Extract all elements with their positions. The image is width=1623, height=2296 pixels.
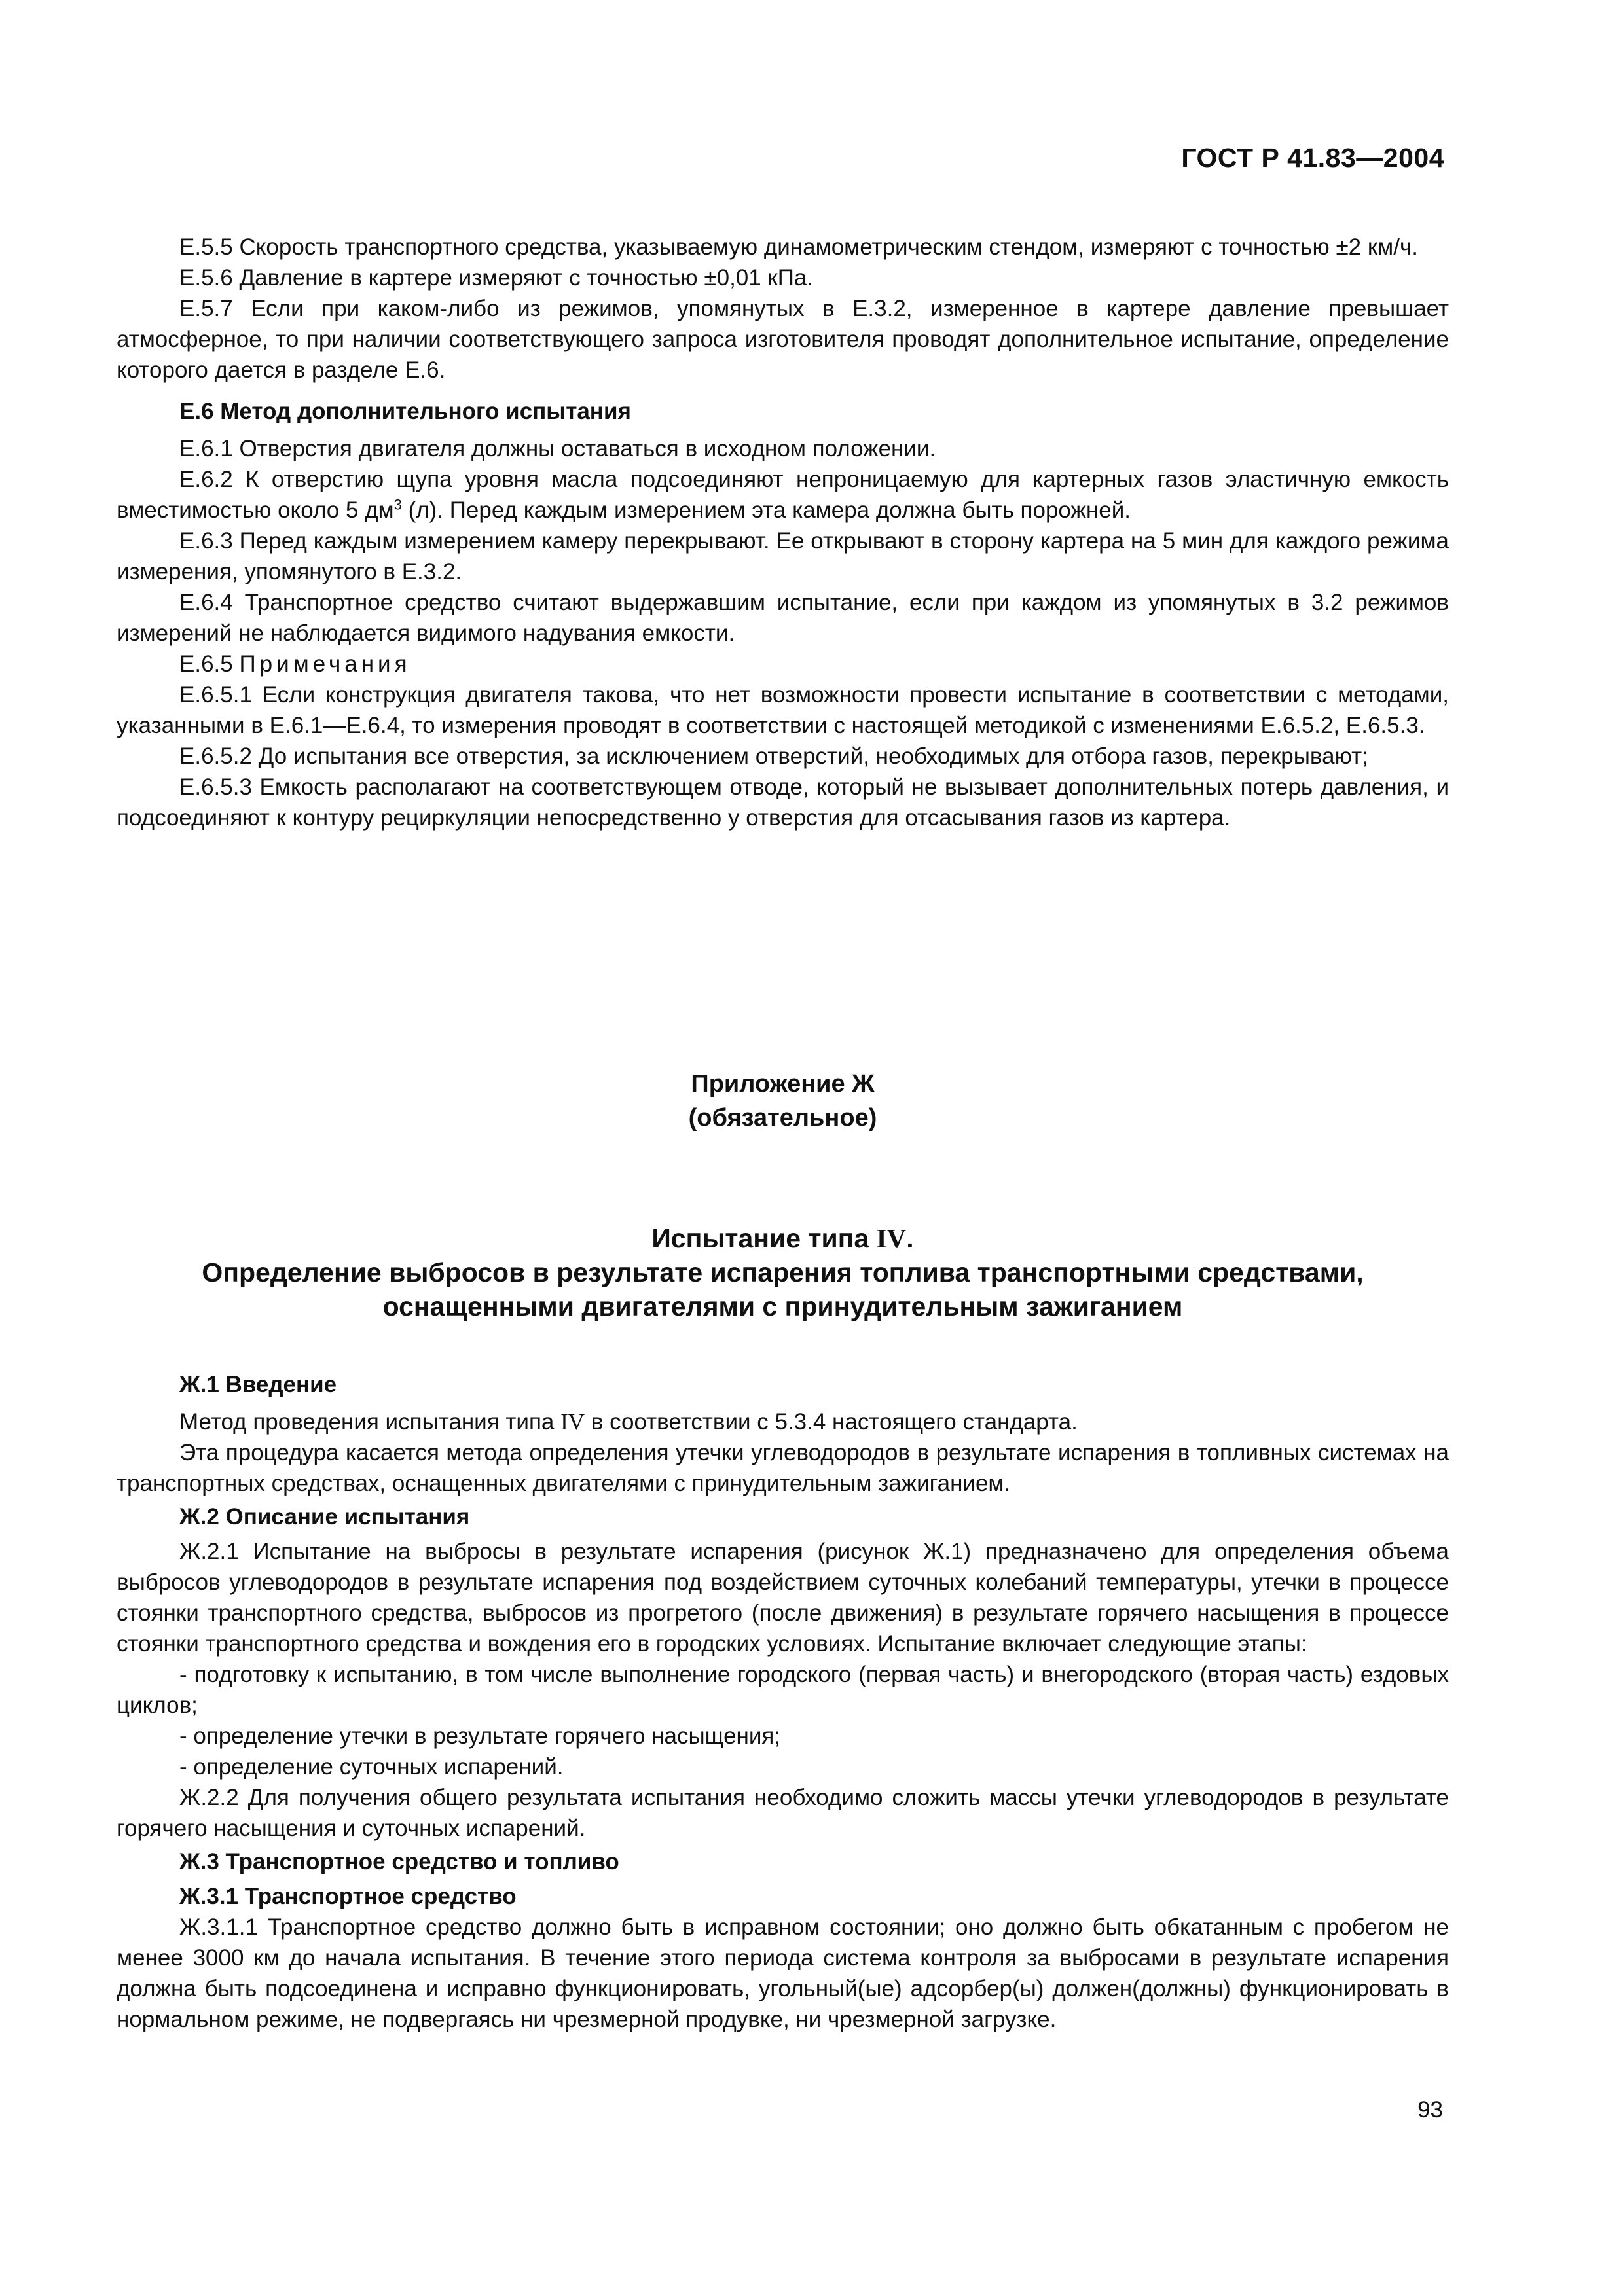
notes-label: Примечания bbox=[239, 651, 411, 677]
heading-zh-1: Ж.1 Введение bbox=[179, 1372, 337, 1397]
list-item-preparation: - подготовку к испытанию, в том числе выполнение городского (первая часть) и внегородского (вторая часть) ездовых циклов; bbox=[117, 1662, 1449, 1718]
paragraph-e-6-5 bbox=[117, 649, 1449, 679]
annex-title-period: . bbox=[906, 1223, 914, 1253]
paragraph-zh-1-b: Эта процедура касается метода определения утечки углеводородов в результате испарения в топливных системах на транспортных средствах, оснащенных двигателями с принудительным зажиганием. bbox=[117, 1440, 1449, 1496]
paragraph-e-6-2 bbox=[117, 464, 1449, 526]
heading-e-6: Е.6 Метод дополнительного испытания bbox=[179, 399, 631, 424]
paragraph-e-5-5: Е.5.5 Скорость транспортного средства, указываемую динамометрическим стендом, измеряют с точностью ±2 км/ч. bbox=[179, 234, 1418, 260]
annex-title bbox=[117, 1221, 1449, 1323]
annex-title-roman-numeral: IV bbox=[876, 1223, 907, 1253]
list-item-hot-soak: - определение утечки в результате горячего насыщения; bbox=[179, 1723, 781, 1749]
paragraph-zh-1-a-text-1: Метод проведения испытания типа bbox=[179, 1409, 561, 1435]
paragraph-e-6-5-number: Е.6.5 bbox=[179, 651, 240, 677]
annex-title-line-3: оснащенными двигателями с принудительным зажиганием bbox=[382, 1291, 1183, 1321]
page-number: 93 bbox=[1417, 2097, 1443, 2123]
annex-title-text: Испытание типа bbox=[651, 1223, 877, 1253]
section-e-continuation bbox=[117, 232, 1449, 833]
paragraph-e-6-3: Е.6.3 Перед каждым измерением камеру перекрывают. Ее открывают в сторону картера на 5 мин для каждого режима измерения, упомянутого в Е.3.2. bbox=[117, 528, 1449, 584]
section-zh-body bbox=[117, 1369, 1449, 2035]
annex-title-line-1 bbox=[117, 1221, 1449, 1255]
paragraph-zh-3-1-1: Ж.3.1.1 Транспортное средство должно быть в исправном состоянии; оно должно быть обкатанным с пробегом не менее 3000 км до начала испытания. В течение этого периода система контроля за выбросами в результате испарения должна быть подсоединена и исправно функционировать, угольный(ые) адсорбер(ы) должен(должны) функционировать в нормальном режиме, не подвергаясь ни чрезмерной продувке, ни чрезмерной загрузке. bbox=[117, 1914, 1449, 2032]
annex-heading bbox=[117, 1067, 1449, 1135]
paragraph-e-6-2-text-a: Е.6.2 К отверстию щупа уровня масла подсоединяют непроницаемую для картерных газов эластичную емкость вместимостью около 5 дм bbox=[117, 467, 1449, 523]
annex-title-line-2: Определение выбросов в результате испарения топлива транспортными средствами, bbox=[202, 1257, 1364, 1287]
heading-zh-3-1: Ж.3.1 Транспортное средство bbox=[179, 1884, 517, 1909]
document-designation: ГОСТ Р 41.83—2004 bbox=[1181, 143, 1444, 173]
paragraph-e-6-1: Е.6.1 Отверстия двигателя должны оставаться в исходном положении. bbox=[179, 436, 936, 461]
paragraph-e-6-2-text-b: (л). Перед каждым измерением эта камера должна быть порожней. bbox=[401, 497, 1131, 523]
annex-status: (обязательное) bbox=[688, 1104, 877, 1132]
paragraph-e-6-5-3: Е.6.5.3 Емкость располагают на соответствующем отводе, который не вызывает дополнительных потерь давления, и подсоединяют к контуру рециркуляции непосредственно у отверстия для отсасывания газов из картера. bbox=[117, 774, 1449, 831]
heading-zh-3: Ж.3 Транспортное средство и топливо bbox=[179, 1849, 619, 1874]
paragraph-e-5-6: Е.5.6 Давление в картере измеряют с точностью ±0,01 кПа. bbox=[179, 265, 814, 291]
paragraph-e-6-5-1: Е.6.5.1 Если конструкция двигателя такова, что нет возможности провести испытание в соответствии с методами, указанными в Е.6.1—Е.6.4, то измерения проводят в соответствии с настоящей методикой с изменениями Е.6.5.2, Е.6.5.3. bbox=[117, 682, 1449, 738]
heading-zh-2: Ж.2 Описание испытания bbox=[179, 1504, 470, 1530]
paragraph-zh-2-2: Ж.2.2 Для получения общего результата испытания необходимо сложить массы утечки углеводородов в результате горячего насыщения и суточных испарений. bbox=[117, 1785, 1449, 1841]
list-item-diurnal: - определение суточных испарений. bbox=[179, 1754, 564, 1780]
paragraph-zh-2-1: Ж.2.1 Испытание на выбросы в результате испарения (рисунок Ж.1) предназначено для определения объема выбросов углеводородов в результате испарения под воздействием суточных колебаний температуры, утечки в процессе стоянки транспортного средства, выбросов из прогретого (после движения) в результате горячего насыщения в процессе стоянки транспортного средства и вождения его в городских условиях. Испытание включает следующие этапы: bbox=[117, 1539, 1449, 1657]
paragraph-zh-1-a-roman: IV bbox=[560, 1409, 585, 1435]
paragraph-e-5-7: Е.5.7 Если при каком-либо из режимов, упомянутых в Е.3.2, измеренное в картере давление превышает атмосферное, то при наличии соответствующего запроса изготовителя проводят дополнительное испытание, определение которого дается в разделе Е.6. bbox=[117, 296, 1449, 383]
paragraph-e-6-4: Е.6.4 Транспортное средство считают выдержавшим испытание, если при каждом из упомянутых в 3.2 режимов измерений не наблюдается видимого надувания емкости. bbox=[117, 590, 1449, 646]
paragraph-zh-1-a bbox=[117, 1407, 1449, 1437]
superscript-cubed: 3 bbox=[393, 496, 402, 513]
paragraph-zh-1-a-text-2: в соответствии с 5.3.4 настоящего стандарта. bbox=[585, 1409, 1078, 1435]
annex-label: Приложение Ж bbox=[691, 1070, 875, 1098]
paragraph-e-6-5-2: Е.6.5.2 До испытания все отверстия, за исключением отверстий, необходимых для отбора газов, перекрывают; bbox=[179, 744, 1368, 769]
